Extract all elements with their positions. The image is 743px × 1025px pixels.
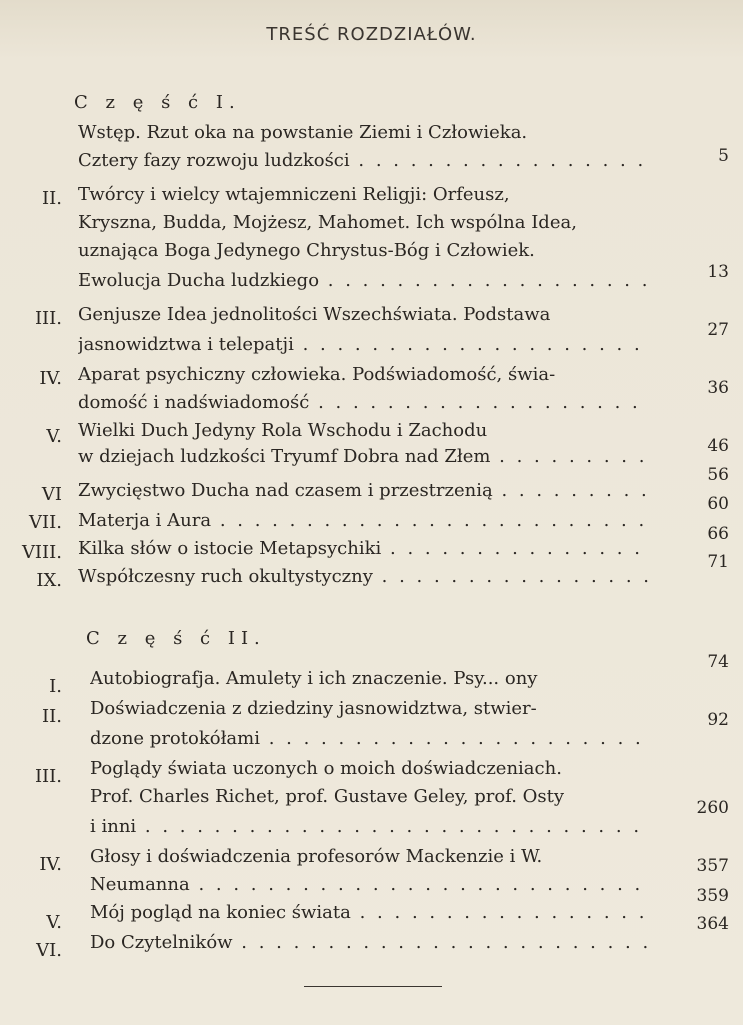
entry-page: 359 (696, 886, 729, 906)
entry-text-line: w dziejach ludzkości Tryumf Dobra nad Złem . . . (78, 446, 648, 467)
entry-text-line: Twórcy i wielcy wtajemniczeni Religji: Orfeusz, (78, 184, 510, 205)
entry-number: IV. (39, 368, 62, 389)
entry-number: V. (46, 426, 62, 447)
entry-number: II. (42, 188, 62, 209)
entry-number: IX. (36, 570, 62, 591)
entry-page: 56 (707, 465, 729, 485)
entry-text-line: Aparat psychiczny człowieka. Podświadomość, świa- (78, 364, 556, 385)
entry-page: 71 (707, 552, 729, 572)
entry-page: 357 (696, 856, 729, 876)
entry-page: 60 (707, 494, 729, 514)
entry-text-line: Do Czytelników . . . (90, 932, 650, 953)
entry-number: II. (42, 706, 62, 727)
entry-text-line: Współczesny ruch okultystyczny . . . (78, 566, 648, 587)
entry-page: 66 (707, 524, 729, 544)
entry-number: I. (49, 676, 62, 697)
entry-page: 36 (707, 378, 729, 398)
entry-number: VI. (36, 940, 62, 961)
entry-number: IV. (39, 854, 62, 875)
entry-page: 5 (718, 146, 729, 166)
entry-number: VIII. (21, 542, 62, 563)
entry-number: V. (46, 912, 62, 933)
entry-text-line: Ewolucja Ducha ludzkiego . . . (78, 270, 648, 291)
part-1-heading: C z ę ś ć I. (74, 92, 241, 113)
entry-text-line: domość i nadświadomość . . . (78, 392, 648, 413)
entry-page: 46 (707, 436, 729, 456)
entry-text-line: Zwycięstwo Ducha nad czasem i przestrzenią . . . (78, 480, 648, 501)
entry-text-line: i inni . . . (90, 816, 650, 837)
entry-text-line: Wstęp. Rzut oka na powstanie Ziemi i Człowieka. (78, 122, 528, 143)
entry-number: III. (34, 766, 62, 787)
entry-text-line: Autobiografja. Amulety i ich znaczenie. Psy... ony (90, 668, 538, 689)
entry-page: 27 (707, 320, 729, 340)
closing-rule (304, 986, 442, 987)
entry-text-line: Głosy i doświadczenia profesorów Mackenzie i W. (90, 846, 543, 867)
entry-text-line: Neumanna . . . (90, 874, 650, 895)
page-title: TREŚĆ ROZDZIAŁÓW. (266, 24, 477, 45)
entry-number: VII. (29, 512, 62, 533)
entry-page: 260 (696, 798, 729, 818)
entry-text-line: uznająca Boga Jedynego Chrystus-Bóg i Człowiek. (78, 240, 535, 261)
entry-text-line: Mój pogląd na koniec świata . . . (90, 902, 650, 923)
entry-text-line: Kilka słów o istocie Metapsychiki . . . (78, 538, 648, 559)
entry-page: 92 (707, 710, 729, 730)
part-2-heading: C z ę ś ć II. (86, 628, 266, 649)
entry-text-line: Doświadczenia z dziedziny jasnowidztwa, stwier- (90, 698, 537, 719)
entry-text-line: Wielki Duch Jedyny Rola Wschodu i Zachodu (78, 420, 488, 441)
entry-text-line: Materja i Aura . . . (78, 510, 648, 531)
entry-number: III. (34, 308, 62, 329)
entry-text-line: Cztery fazy rozwoju ludzkości . . . (78, 150, 648, 171)
entry-text-line: Poglądy świata uczonych o moich doświadczeniach. (90, 758, 562, 779)
entry-number: VI (41, 484, 62, 505)
entry-page: 13 (707, 262, 729, 282)
entry-page: 364 (696, 914, 729, 934)
entry-page: 74 (707, 652, 729, 672)
entry-text-line: Genjusze Idea jednolitości Wszechświata. Podstawa (78, 304, 551, 325)
entry-text-line: Prof. Charles Richet, prof. Gustave Geley, prof. Osty (90, 786, 565, 807)
entry-text-line: jasnowidztwa i telepatji . . . (78, 334, 648, 355)
entry-text-line: Kryszna, Budda, Mojżesz, Mahomet. Ich wspólna Idea, (78, 212, 577, 233)
entry-text-line: dzone protokółami . . . (90, 728, 650, 749)
